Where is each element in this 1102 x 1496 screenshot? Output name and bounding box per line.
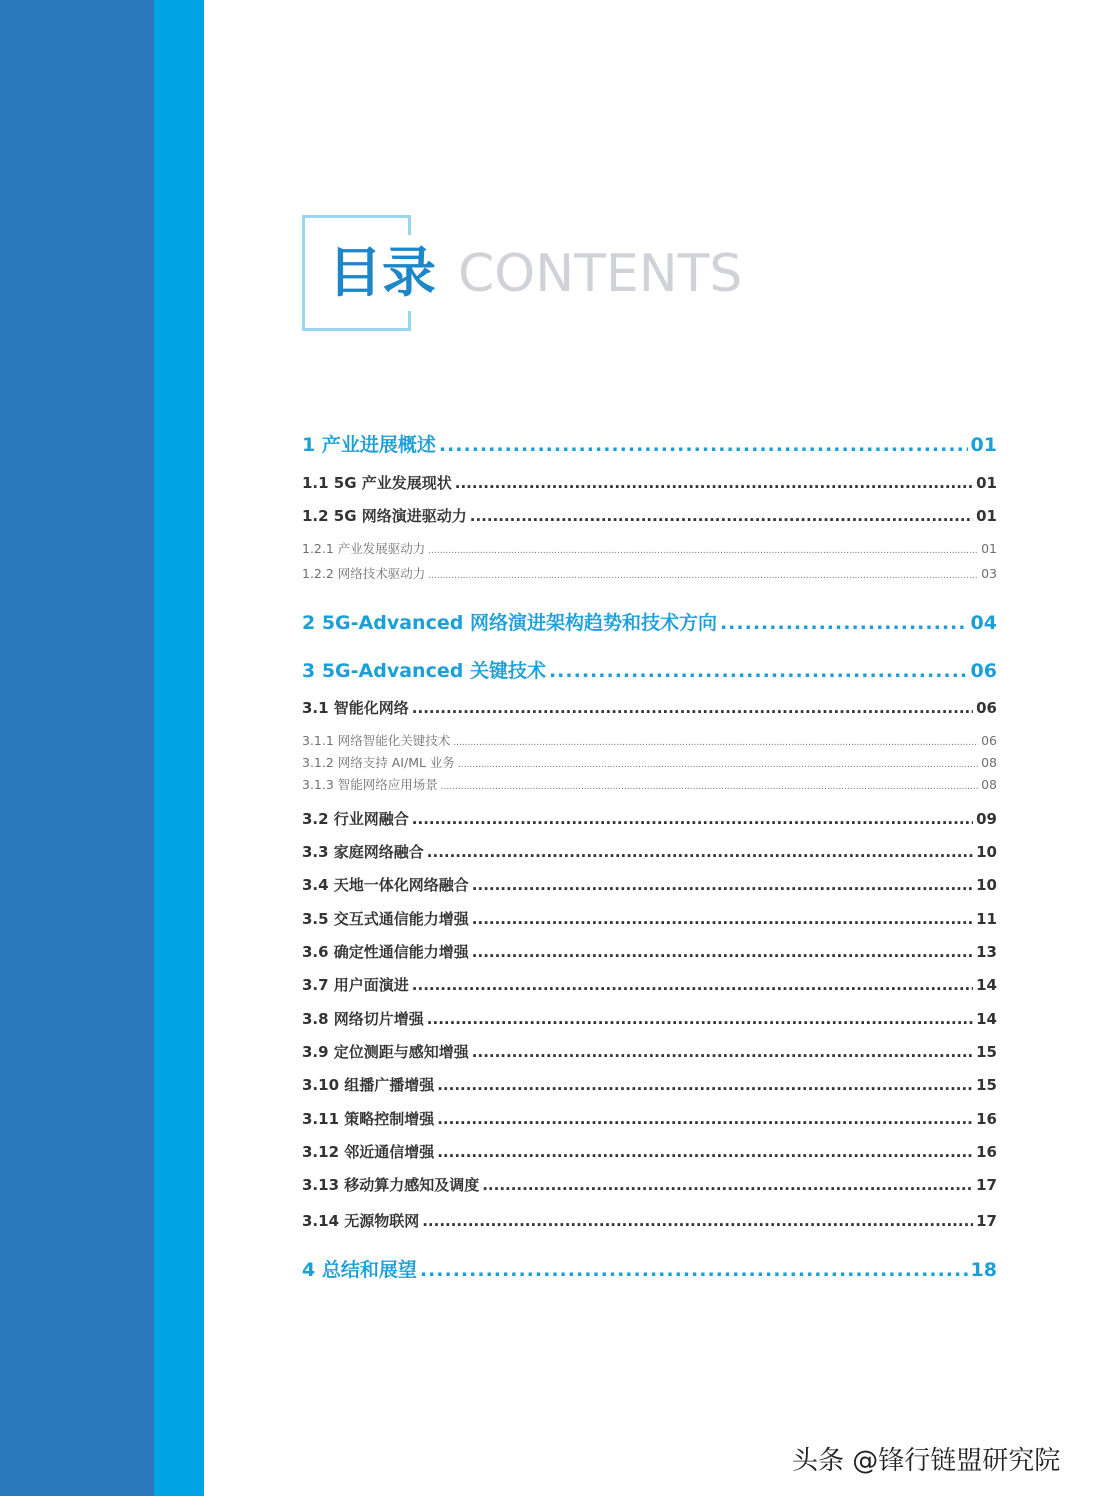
toc-entry-label: 3.7 用户面演进 — [302, 976, 409, 994]
toc-entry-page: 15 — [976, 1076, 997, 1094]
left-color-band-light — [154, 0, 204, 1496]
toc-entry-label: 3.12 邻近通信增强 — [302, 1143, 435, 1161]
left-color-band-dark — [0, 0, 154, 1496]
toc-entry-page: 16 — [976, 1110, 997, 1128]
toc-entry[interactable] — [302, 908, 997, 929]
toc-entry-page: 06 — [970, 660, 997, 682]
toc-leader — [420, 1259, 968, 1281]
toc-entry-page: 06 — [981, 733, 997, 748]
toc-leader — [441, 782, 978, 792]
toc-leader — [437, 1143, 973, 1161]
toc-leader — [472, 910, 973, 928]
toc-entry[interactable] — [302, 656, 997, 683]
toc-entry[interactable] — [302, 841, 997, 862]
toc-entry[interactable] — [302, 753, 997, 771]
toc-entry-label: 3.2 行业网融合 — [302, 810, 409, 828]
toc-leader — [458, 760, 978, 770]
toc-leader — [422, 1212, 973, 1230]
toc-leader — [455, 474, 973, 492]
toc-entry-page: 04 — [970, 612, 997, 634]
toc-entry-label: 3.4 天地一体化网络融合 — [302, 876, 469, 894]
toc-entry[interactable] — [302, 539, 997, 557]
toc-leader — [427, 843, 973, 861]
toc-entry-page: 03 — [981, 566, 997, 581]
toc-leader — [439, 434, 968, 456]
toc-entry[interactable] — [302, 697, 997, 718]
toc-entry-label: 3.1.2 网络支持 AI/ML 业务 — [302, 755, 455, 770]
toc-leader — [437, 1076, 973, 1094]
toc-entry-page: 15 — [976, 1043, 997, 1061]
toc-leader — [427, 1010, 973, 1028]
toc-entry-page: 01 — [976, 474, 997, 492]
toc-entry-label: 3.1.1 网络智能化关键技术 — [302, 733, 451, 748]
toc-leader — [482, 1176, 973, 1194]
toc-leader — [472, 876, 973, 894]
toc-entry-label: 3.10 组播广播增强 — [302, 1076, 435, 1094]
toc-entry[interactable] — [302, 874, 997, 895]
toc-entry-page: 18 — [970, 1259, 997, 1281]
toc-leader — [412, 976, 973, 994]
toc-entry[interactable] — [302, 974, 997, 995]
toc-entry-page: 01 — [970, 434, 997, 456]
toc-entry[interactable] — [302, 775, 997, 793]
toc-entry-page: 01 — [981, 541, 997, 556]
toc-entry-page: 17 — [976, 1176, 997, 1194]
toc-leader — [412, 699, 973, 717]
toc-entry[interactable] — [302, 941, 997, 962]
toc-entry-page: 17 — [976, 1212, 997, 1230]
toc-entry-page: 14 — [976, 1010, 997, 1028]
toc-entry[interactable] — [302, 505, 997, 526]
toc-leader — [472, 943, 973, 961]
toc-entry[interactable] — [302, 1210, 997, 1231]
toc-entry[interactable] — [302, 472, 997, 493]
toc-entry-label: 1 产业进展概述 — [302, 434, 436, 456]
toc-leader — [437, 1110, 973, 1128]
toc-entry[interactable] — [302, 731, 997, 749]
toc-entry-label: 2 5G-Advanced 网络演进架构趋势和技术方向 — [302, 612, 717, 634]
toc-entry[interactable] — [302, 1008, 997, 1029]
toc-entry-label: 1.2.1 产业发展驱动力 — [302, 541, 426, 556]
page-title-cn: 目录 — [328, 241, 436, 304]
toc-entry-label: 3.14 无源物联网 — [302, 1212, 420, 1230]
toc-leader — [428, 571, 978, 581]
toc-entry-label: 3.11 策略控制增强 — [302, 1110, 435, 1128]
toc-entry-label: 3.1 智能化网络 — [302, 699, 409, 717]
toc-entry[interactable] — [302, 1041, 997, 1062]
toc-entry[interactable] — [302, 1074, 997, 1095]
toc-entry-page: 01 — [976, 507, 997, 525]
toc-entry[interactable] — [302, 1108, 997, 1129]
toc-entry-label: 1.1 5G 产业发展现状 — [302, 474, 452, 492]
toc-entry-page: 10 — [976, 876, 997, 894]
toc-leader — [720, 612, 968, 634]
toc-entry-label: 3.3 家庭网络融合 — [302, 843, 424, 861]
toc-entry[interactable] — [302, 1255, 997, 1282]
toc-entry[interactable] — [302, 1174, 997, 1195]
toc-entry-label: 3.6 确定性通信能力增强 — [302, 943, 469, 961]
source-watermark: 头条 @锋行链盟研究院 — [792, 1446, 1061, 1476]
toc-entry[interactable] — [302, 564, 997, 582]
toc-entry[interactable] — [302, 430, 997, 457]
toc-entry[interactable] — [302, 608, 997, 635]
toc-leader — [428, 546, 978, 556]
toc-entry[interactable] — [302, 1141, 997, 1162]
toc-entry-page: 11 — [976, 910, 997, 928]
toc-entry-page: 08 — [981, 777, 997, 792]
toc-entry-page: 09 — [976, 810, 997, 828]
toc-entry-page: 06 — [976, 699, 997, 717]
toc-entry-label: 3.1.3 智能网络应用场景 — [302, 777, 438, 792]
toc-entry-label: 1.2.2 网络技术驱动力 — [302, 566, 426, 581]
toc-entry-label: 3.5 交互式通信能力增强 — [302, 910, 469, 928]
toc-entry-label: 3.13 移动算力感知及调度 — [302, 1176, 480, 1194]
page-title-en: CONTENTS — [458, 244, 743, 304]
toc-leader — [470, 507, 973, 525]
toc-entry[interactable] — [302, 808, 997, 829]
toc-entry-page: 14 — [976, 976, 997, 994]
toc-entry-label: 3.8 网络切片增强 — [302, 1010, 424, 1028]
toc-entry-page: 13 — [976, 943, 997, 961]
toc-leader — [472, 1043, 973, 1061]
toc-entry-page: 08 — [981, 755, 997, 770]
toc-entry-page: 16 — [976, 1143, 997, 1161]
toc-entry-label: 4 总结和展望 — [302, 1259, 417, 1281]
toc-leader — [549, 660, 968, 682]
toc-entry-label: 1.2 5G 网络演进驱动力 — [302, 507, 467, 525]
toc-leader — [412, 810, 973, 828]
toc-entry-label: 3 5G-Advanced 关键技术 — [302, 660, 546, 682]
toc-leader — [453, 738, 978, 748]
toc-entry-page: 10 — [976, 843, 997, 861]
toc-entry-label: 3.9 定位测距与感知增强 — [302, 1043, 469, 1061]
